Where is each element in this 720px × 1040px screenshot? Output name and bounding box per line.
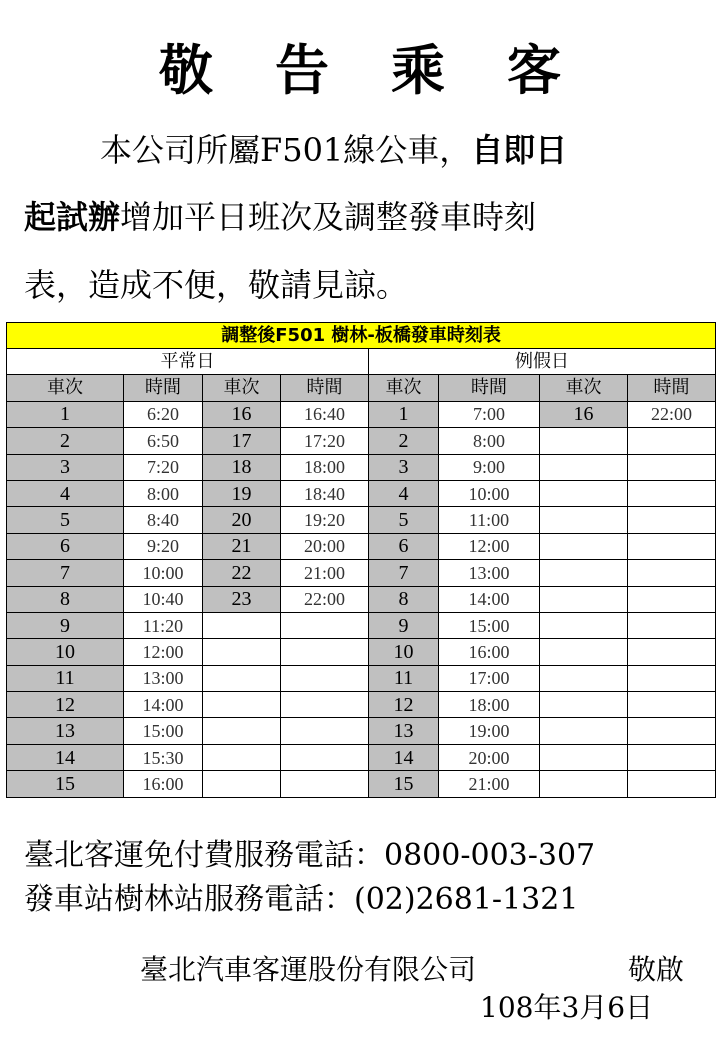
departure-time-cell xyxy=(281,744,369,770)
station-phone: 發車站樹林站服務電話：(02)2681-1321 xyxy=(24,882,579,917)
trip-number-cell: 10 xyxy=(369,639,439,665)
trip-number-cell: 11 xyxy=(7,665,124,691)
table-row xyxy=(7,665,716,691)
table-row xyxy=(7,533,716,559)
departure-time-cell xyxy=(628,692,716,718)
trip-number-cell: 2 xyxy=(369,428,439,454)
trip-number-cell: 8 xyxy=(7,586,124,612)
trip-number-cell xyxy=(203,639,281,665)
departure-time-cell xyxy=(628,771,716,797)
departure-time-cell: 19:20 xyxy=(281,507,369,533)
column-header-trip: 車次 xyxy=(203,375,281,401)
departure-time-cell xyxy=(628,507,716,533)
trip-number-cell: 12 xyxy=(369,692,439,718)
departure-time-cell xyxy=(628,454,716,480)
departure-time-cell xyxy=(628,533,716,559)
departure-time-cell: 7:20 xyxy=(124,454,203,480)
holiday-header: 例假日 xyxy=(369,349,716,375)
table-row xyxy=(7,480,716,506)
trip-number-cell: 2 xyxy=(7,428,124,454)
departure-time-cell: 8:00 xyxy=(124,480,203,506)
departure-time-cell: 16:00 xyxy=(124,771,203,797)
departure-time-cell: 18:00 xyxy=(439,692,540,718)
trip-number-cell: 5 xyxy=(7,507,124,533)
schedule-table xyxy=(6,322,716,798)
trip-number-cell: 20 xyxy=(203,507,281,533)
departure-time-cell xyxy=(281,665,369,691)
trip-number-cell: 5 xyxy=(369,507,439,533)
departure-time-cell: 18:00 xyxy=(281,454,369,480)
table-row xyxy=(7,692,716,718)
trip-number-cell: 16 xyxy=(203,401,281,427)
table-row xyxy=(7,428,716,454)
departure-time-cell xyxy=(628,744,716,770)
notice-emphasis: 起試辦 xyxy=(24,198,121,236)
trip-number-cell: 6 xyxy=(7,533,124,559)
departure-time-cell: 12:00 xyxy=(439,533,540,559)
column-header-time: 時間 xyxy=(124,375,203,401)
trip-number-cell xyxy=(540,639,628,665)
trip-number-cell xyxy=(540,771,628,797)
column-header-time: 時間 xyxy=(281,375,369,401)
departure-time-cell: 20:00 xyxy=(281,533,369,559)
departure-time-cell: 14:00 xyxy=(124,692,203,718)
departure-time-cell xyxy=(628,560,716,586)
trip-number-cell: 9 xyxy=(369,612,439,638)
table-row xyxy=(7,718,716,744)
departure-time-cell: 12:00 xyxy=(124,639,203,665)
trip-number-cell: 23 xyxy=(203,586,281,612)
departure-time-cell: 7:00 xyxy=(439,401,540,427)
weekday-header: 平常日 xyxy=(7,349,369,375)
trip-number-cell: 17 xyxy=(203,428,281,454)
table-row xyxy=(7,612,716,638)
trip-number-cell xyxy=(540,533,628,559)
departure-time-cell: 15:00 xyxy=(439,612,540,638)
trip-number-cell xyxy=(540,507,628,533)
trip-number-cell: 4 xyxy=(7,480,124,506)
trip-number-cell: 3 xyxy=(369,454,439,480)
departure-time-cell xyxy=(281,771,369,797)
departure-time-cell: 14:00 xyxy=(439,586,540,612)
departure-time-cell: 15:30 xyxy=(124,744,203,770)
trip-number-cell: 6 xyxy=(369,533,439,559)
trip-number-cell xyxy=(203,692,281,718)
trip-number-cell xyxy=(540,480,628,506)
departure-time-cell: 19:00 xyxy=(439,718,540,744)
departure-time-cell: 9:00 xyxy=(439,454,540,480)
respect-closing: 敬啟 xyxy=(628,953,685,986)
departure-time-cell: 16:00 xyxy=(439,639,540,665)
trip-number-cell xyxy=(203,771,281,797)
trip-number-cell: 1 xyxy=(369,401,439,427)
trip-number-cell: 15 xyxy=(369,771,439,797)
table-row xyxy=(7,744,716,770)
trip-number-cell: 12 xyxy=(7,692,124,718)
page-title: 敬告乘客 xyxy=(159,39,623,102)
trip-number-cell: 22 xyxy=(203,560,281,586)
table-row xyxy=(7,771,716,797)
trip-number-cell xyxy=(540,560,628,586)
trip-number-cell xyxy=(203,718,281,744)
departure-time-cell xyxy=(628,612,716,638)
departure-time-cell: 10:00 xyxy=(439,480,540,506)
table-row xyxy=(7,639,716,665)
departure-time-cell: 11:20 xyxy=(124,612,203,638)
trip-number-cell: 8 xyxy=(369,586,439,612)
notice-line-3: 表，造成不便，敬請見諒。 xyxy=(24,266,409,304)
toll-free-phone: 臺北客運免付費服務電話：0800-003-307 xyxy=(24,838,596,873)
table-row xyxy=(7,454,716,480)
departure-time-cell: 6:50 xyxy=(124,428,203,454)
trip-number-cell: 7 xyxy=(7,560,124,586)
trip-number-cell: 13 xyxy=(7,718,124,744)
departure-time-cell: 15:00 xyxy=(124,718,203,744)
trip-number-cell: 11 xyxy=(369,665,439,691)
departure-time-cell: 22:00 xyxy=(628,401,716,427)
departure-time-cell: 9:20 xyxy=(124,533,203,559)
table-row xyxy=(7,507,716,533)
departure-time-cell: 21:00 xyxy=(281,560,369,586)
departure-time-cell: 11:00 xyxy=(439,507,540,533)
trip-number-cell: 7 xyxy=(369,560,439,586)
trip-number-cell: 16 xyxy=(540,401,628,427)
column-header-trip: 車次 xyxy=(369,375,439,401)
column-header-time: 時間 xyxy=(628,375,716,401)
trip-number-cell: 15 xyxy=(7,771,124,797)
notice-line-2 xyxy=(24,192,704,238)
trip-number-cell xyxy=(540,612,628,638)
trip-number-cell: 14 xyxy=(369,744,439,770)
trip-number-cell xyxy=(540,665,628,691)
trip-number-cell: 1 xyxy=(7,401,124,427)
trip-number-cell xyxy=(540,718,628,744)
trip-number-cell xyxy=(203,665,281,691)
departure-time-cell: 22:00 xyxy=(281,586,369,612)
departure-time-cell: 8:00 xyxy=(439,428,540,454)
departure-time-cell: 16:40 xyxy=(281,401,369,427)
departure-time-cell xyxy=(281,639,369,665)
notice-text: 本公司所屬F501線公車， xyxy=(100,131,472,169)
trip-number-cell: 10 xyxy=(7,639,124,665)
departure-time-cell xyxy=(281,612,369,638)
departure-time-cell: 8:40 xyxy=(124,507,203,533)
notice-text: 增加平日班次及調整發車時刻 xyxy=(120,198,537,236)
column-header-trip: 車次 xyxy=(540,375,628,401)
departure-time-cell xyxy=(628,428,716,454)
trip-number-cell: 13 xyxy=(369,718,439,744)
trip-number-cell: 9 xyxy=(7,612,124,638)
trip-number-cell xyxy=(540,428,628,454)
column-header-trip: 車次 xyxy=(7,375,124,401)
trip-number-cell xyxy=(540,454,628,480)
departure-time-cell xyxy=(281,718,369,744)
departure-time-cell xyxy=(628,480,716,506)
trip-number-cell: 4 xyxy=(369,480,439,506)
company-name: 臺北汽車客運股份有限公司 xyxy=(140,953,477,986)
notice-emphasis: 自即日 xyxy=(471,131,568,169)
departure-time-cell xyxy=(628,586,716,612)
trip-number-cell: 18 xyxy=(203,454,281,480)
trip-number-cell xyxy=(540,744,628,770)
table-row xyxy=(7,560,716,586)
departure-time-cell: 20:00 xyxy=(439,744,540,770)
trip-number-cell xyxy=(203,612,281,638)
notice-line-1 xyxy=(100,125,720,171)
departure-time-cell xyxy=(628,639,716,665)
table-row xyxy=(7,586,716,612)
departure-time-cell: 13:00 xyxy=(439,560,540,586)
trip-number-cell xyxy=(203,744,281,770)
notice-date: 108年3月6日 xyxy=(480,991,654,1024)
schedule-caption: 調整後F501 樹林-板橋發車時刻表 xyxy=(7,323,716,349)
departure-time-cell: 10:00 xyxy=(124,560,203,586)
departure-time-cell xyxy=(628,718,716,744)
trip-number-cell: 3 xyxy=(7,454,124,480)
trip-number-cell: 21 xyxy=(203,533,281,559)
departure-time-cell: 10:40 xyxy=(124,586,203,612)
departure-time-cell: 6:20 xyxy=(124,401,203,427)
departure-time-cell xyxy=(628,665,716,691)
departure-time-cell: 18:40 xyxy=(281,480,369,506)
departure-time-cell: 13:00 xyxy=(124,665,203,691)
table-row xyxy=(7,401,716,427)
trip-number-cell: 14 xyxy=(7,744,124,770)
trip-number-cell xyxy=(540,586,628,612)
departure-time-cell xyxy=(281,692,369,718)
departure-time-cell: 17:00 xyxy=(439,665,540,691)
departure-time-cell: 17:20 xyxy=(281,428,369,454)
departure-time-cell: 21:00 xyxy=(439,771,540,797)
trip-number-cell: 19 xyxy=(203,480,281,506)
trip-number-cell xyxy=(540,692,628,718)
column-header-time: 時間 xyxy=(439,375,540,401)
